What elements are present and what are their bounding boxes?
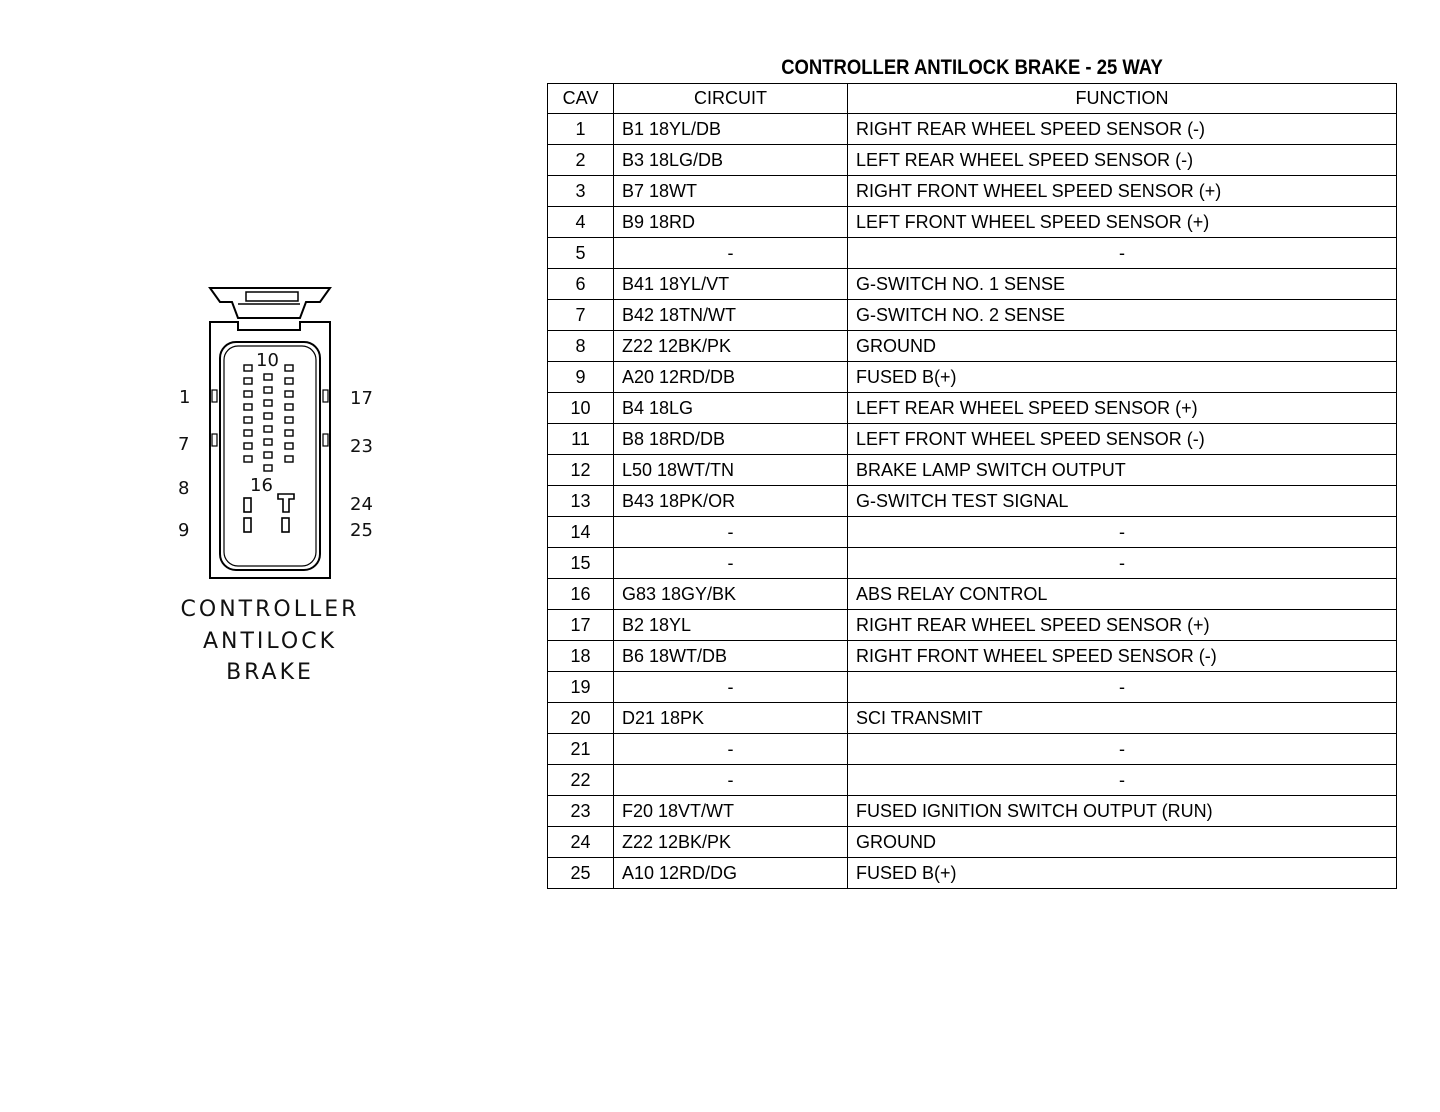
function-cell: RIGHT REAR WHEEL SPEED SENSOR (+) xyxy=(848,610,1397,641)
table-row xyxy=(548,672,1397,703)
cav-cell: 11 xyxy=(548,424,614,455)
function-cell: - xyxy=(848,734,1397,765)
table-row xyxy=(548,362,1397,393)
function-cell: ABS RELAY CONTROL xyxy=(848,579,1397,610)
table-row xyxy=(548,610,1397,641)
table-row xyxy=(548,517,1397,548)
function-cell: G-SWITCH NO. 2 SENSE xyxy=(848,300,1397,331)
circuit-cell: G83 18GY/BK xyxy=(614,579,848,610)
connector-caption-line-1: CONTROLLER xyxy=(180,597,360,622)
circuit-cell: D21 18PK xyxy=(614,703,848,734)
pin-rows xyxy=(548,114,1397,889)
function-cell: FUSED B(+) xyxy=(848,858,1397,889)
function-cell: LEFT FRONT WHEEL SPEED SENSOR (-) xyxy=(848,424,1397,455)
cav-cell: 7 xyxy=(548,300,614,331)
table-row xyxy=(548,207,1397,238)
circuit-cell: Z22 12BK/PK xyxy=(614,827,848,858)
circuit-cell: A10 12RD/DG xyxy=(614,858,848,889)
pin-label-23: 23 xyxy=(350,436,373,457)
cav-cell: 4 xyxy=(548,207,614,238)
cavity-small xyxy=(244,417,252,423)
cavity-25 xyxy=(282,518,289,532)
cavity-small xyxy=(264,426,272,432)
table-row xyxy=(548,145,1397,176)
cavity-9 xyxy=(244,518,251,532)
header-cav: CAV xyxy=(548,84,614,114)
function-cell: LEFT REAR WHEEL SPEED SENSOR (-) xyxy=(848,145,1397,176)
circuit-cell: B8 18RD/DB xyxy=(614,424,848,455)
circuit-cell: B6 18WT/DB xyxy=(614,641,848,672)
circuit-cell: B7 18WT xyxy=(614,176,848,207)
circuit-cell: Z22 12BK/PK xyxy=(614,331,848,362)
circuit-cell: - xyxy=(614,238,848,269)
function-cell: RIGHT FRONT WHEEL SPEED SENSOR (+) xyxy=(848,176,1397,207)
table-row xyxy=(548,703,1397,734)
function-cell: LEFT FRONT WHEEL SPEED SENSOR (+) xyxy=(848,207,1397,238)
cavity-small xyxy=(244,404,252,410)
table-row xyxy=(548,424,1397,455)
circuit-cell: L50 18WT/TN xyxy=(614,455,848,486)
function-cell: FUSED IGNITION SWITCH OUTPUT (RUN) xyxy=(848,796,1397,827)
function-cell: SCI TRANSMIT xyxy=(848,703,1397,734)
connector-caption-line-2: ANTILOCK xyxy=(202,629,337,654)
circuit-cell: B1 18YL/DB xyxy=(614,114,848,145)
circuit-cell: B3 18LG/DB xyxy=(614,145,848,176)
cav-cell: 25 xyxy=(548,858,614,889)
table-row xyxy=(548,393,1397,424)
cav-cell: 18 xyxy=(548,641,614,672)
table-row xyxy=(548,765,1397,796)
pin-table xyxy=(547,83,1397,889)
cav-cell: 16 xyxy=(548,579,614,610)
connector-face xyxy=(220,342,320,570)
header-circuit: CIRCUIT xyxy=(614,84,848,114)
cavity-small xyxy=(264,413,272,419)
circuit-cell: B41 18YL/VT xyxy=(614,269,848,300)
table-row xyxy=(548,579,1397,610)
cavity-8 xyxy=(244,498,251,512)
function-cell: GROUND xyxy=(848,827,1397,858)
function-cell: RIGHT REAR WHEEL SPEED SENSOR (-) xyxy=(848,114,1397,145)
cavity-small xyxy=(244,378,252,384)
table-row xyxy=(548,331,1397,362)
circuit-cell: A20 12RD/DB xyxy=(614,362,848,393)
function-cell: - xyxy=(848,238,1397,269)
pin-label-16: 16 xyxy=(250,475,273,496)
circuit-cell: B4 18LG xyxy=(614,393,848,424)
pin-label-25: 25 xyxy=(350,520,373,541)
cav-cell: 9 xyxy=(548,362,614,393)
circuit-cell: B2 18YL xyxy=(614,610,848,641)
cav-cell: 17 xyxy=(548,610,614,641)
cav-cell: 6 xyxy=(548,269,614,300)
table-header-row xyxy=(548,84,1397,114)
cav-cell: 2 xyxy=(548,145,614,176)
cav-cell: 10 xyxy=(548,393,614,424)
header-function: FUNCTION xyxy=(848,84,1397,114)
function-cell: LEFT REAR WHEEL SPEED SENSOR (+) xyxy=(848,393,1397,424)
circuit-cell: - xyxy=(614,765,848,796)
cavity-24 xyxy=(278,494,294,512)
cavity-small xyxy=(285,378,293,384)
cavity-small xyxy=(264,374,272,380)
cav-cell: 13 xyxy=(548,486,614,517)
cavity-small xyxy=(244,365,252,371)
table-row xyxy=(548,238,1397,269)
cav-cell: 24 xyxy=(548,827,614,858)
cavity-small xyxy=(244,456,252,462)
cavity-small xyxy=(285,391,293,397)
cavity-small xyxy=(264,400,272,406)
cavity-small xyxy=(285,430,293,436)
cav-cell: 3 xyxy=(548,176,614,207)
table-row xyxy=(548,300,1397,331)
cav-cell: 14 xyxy=(548,517,614,548)
table-row xyxy=(548,641,1397,672)
circuit-cell: - xyxy=(614,517,848,548)
cav-cell: 5 xyxy=(548,238,614,269)
cavity-small xyxy=(244,443,252,449)
table-row xyxy=(548,858,1397,889)
cavity-small xyxy=(244,391,252,397)
cavity-small xyxy=(244,430,252,436)
pin-label-1: 1 xyxy=(179,387,191,408)
table-row xyxy=(548,269,1397,300)
function-cell: RIGHT FRONT WHEEL SPEED SENSOR (-) xyxy=(848,641,1397,672)
cav-cell: 12 xyxy=(548,455,614,486)
pin-label-10: 10 xyxy=(256,350,279,371)
cavity-grid xyxy=(244,365,293,471)
circuit-cell: - xyxy=(614,672,848,703)
pin-label-9: 9 xyxy=(178,520,190,541)
cavity-small xyxy=(264,465,272,471)
table-row xyxy=(548,734,1397,765)
cav-cell: 19 xyxy=(548,672,614,703)
circuit-cell: - xyxy=(614,548,848,579)
table-row xyxy=(548,455,1397,486)
table-row xyxy=(548,114,1397,145)
cav-cell: 1 xyxy=(548,114,614,145)
cavity-small xyxy=(285,417,293,423)
table-row xyxy=(548,176,1397,207)
pin-label-7: 7 xyxy=(178,434,190,455)
cavity-small xyxy=(264,439,272,445)
function-cell: - xyxy=(848,517,1397,548)
table-row xyxy=(548,796,1397,827)
cavity-small xyxy=(264,387,272,393)
circuit-cell: F20 18VT/WT xyxy=(614,796,848,827)
table-row xyxy=(548,827,1397,858)
table-title: CONTROLLER ANTILOCK BRAKE - 25 WAY xyxy=(781,56,1163,79)
function-cell: FUSED B(+) xyxy=(848,362,1397,393)
table-row xyxy=(548,548,1397,579)
circuit-cell: B43 18PK/OR xyxy=(614,486,848,517)
function-cell: - xyxy=(848,765,1397,796)
connector-caption-line-3: BRAKE xyxy=(226,660,314,685)
cavity-small xyxy=(285,443,293,449)
cav-cell: 21 xyxy=(548,734,614,765)
circuit-cell: B42 18TN/WT xyxy=(614,300,848,331)
cav-cell: 20 xyxy=(548,703,614,734)
cavity-small xyxy=(264,452,272,458)
pin-label-17: 17 xyxy=(350,388,373,409)
function-cell: BRAKE LAMP SWITCH OUTPUT xyxy=(848,455,1397,486)
pin-label-8: 8 xyxy=(178,478,190,499)
cavity-small xyxy=(285,456,293,462)
circuit-cell: - xyxy=(614,734,848,765)
function-cell: GROUND xyxy=(848,331,1397,362)
cav-cell: 8 xyxy=(548,331,614,362)
table-row xyxy=(548,486,1397,517)
cav-cell: 15 xyxy=(548,548,614,579)
function-cell: G-SWITCH NO. 1 SENSE xyxy=(848,269,1397,300)
function-cell: - xyxy=(848,672,1397,703)
function-cell: - xyxy=(848,548,1397,579)
cavity-small xyxy=(285,404,293,410)
cav-cell: 22 xyxy=(548,765,614,796)
circuit-cell: B9 18RD xyxy=(614,207,848,238)
pin-label-24: 24 xyxy=(350,494,373,515)
function-cell: G-SWITCH TEST SIGNAL xyxy=(848,486,1397,517)
cav-cell: 23 xyxy=(548,796,614,827)
cavity-small xyxy=(285,365,293,371)
